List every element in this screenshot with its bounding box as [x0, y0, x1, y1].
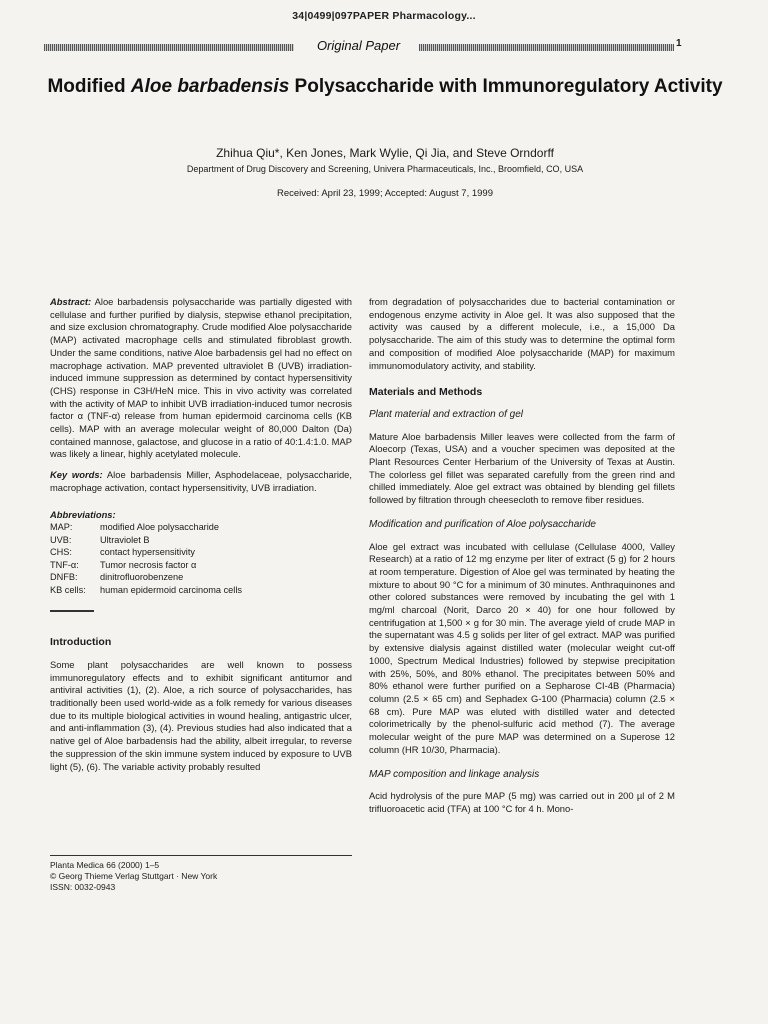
section-label: Original Paper — [316, 38, 401, 53]
abbreviation-key: TNF-α: — [50, 559, 79, 570]
abbreviation-row — [50, 584, 242, 597]
abstract — [50, 296, 352, 461]
keywords-label: Key words: — [50, 469, 103, 481]
journal-footer — [50, 860, 217, 893]
abbreviation-key: DNFB: — [50, 572, 78, 583]
composition-paragraph: Acid hydrolysis of the pure MAP (5 mg) was carried out in 200 µl of 2 M trifluoroacetic acid (TFA) at 100 °C for 4 h. Mono- — [369, 790, 675, 814]
abbreviation-value: human epidermoid carcinoma cells — [100, 584, 242, 595]
abbreviation-row — [50, 521, 242, 534]
methods-heading: Materials and Methods — [369, 386, 483, 399]
introduction-heading: Introduction — [50, 636, 112, 649]
modification-paragraph: Aloe gel extract was incubated with cellulase (Cellulase 4000, Valley Research) at a ratio of 12 mg enzyme per liter of extract (5 g) for 2 hours at room temperature. Digestion of Aloe gel was terminated by heating the mixture to about 90 °C for a minimum of 30 minutes. Anthraquinones and other colored substances were removed by incubating the gel with 1 mg/ml charcoal (Norit, Darco 20 × 40) for one hour followed by centrifugation at 1,500 × g for 30 min. The average yield of crude MAP in the supernatant was 4.5 g solids per liter of gel extract. MAP was purified by extensive dialysis against distilled water (molecular weight cut-off 1000, Spectrum Medical Industries) followed by stepwise precipitation with 25%, 50%, and 80% ethanol. The precipitates between 50% and 80% ethanol were further purified on a Sepharose CI-4B (Pharmacia) column (2.5 × 65 cm) and Sephadex G-100 (Pharmacia) column (2.5 × 68 cm). Pure MAP was eluted with distilled water and detected colorimetrically by the phenol-sulfuric acid method (7). The average molecular weight of the pure MAP was determined on a Superose 12 column (HR 10/30, Pharmacia). — [369, 540, 675, 755]
abbreviation-row — [50, 534, 242, 547]
page-number: 1 — [676, 38, 682, 49]
abstract-text: Aloe barbadensis polysaccharide was partially digested with cellulase and further purified by dialysis, stepwise ethanol precipitation, and size exclusion chromatography. Crude modified Aloe polysaccharide (MAP) activated macrophage cells and stimulated fibroblast growth. Under the same conditions, native Aloe barbadensis gel had no effect on macrophage activation. MAP prevented ultraviolet B (UVB) irradiation-induced immune suppression as determined by contact hypersensitivity (CHS) response in C3H/HeN mice. This in vivo activity was correlated with the activity of MAP to inhibit UVB irradiation-induced tumor necrosis factor α (TNF-α) release from human epidermoid carcinoma cells (KB cells). MAP with an average molecular weight of 80,000 Dalton (Da) contained mannose, galactose, and glucose in a ratio of 40:1.4:1.0. MAP was likely a linear, highly acetylated molecule. — [50, 296, 352, 460]
abbreviation-row — [50, 546, 242, 559]
subheading-composition: MAP composition and linkage analysis — [369, 768, 540, 780]
right-column — [369, 296, 675, 816]
band-pattern-right — [419, 44, 674, 51]
abbreviation-value: contact hypersensitivity — [100, 547, 195, 558]
abstract-label: Abstract: — [50, 296, 92, 307]
abbreviation-value: Ultraviolet B — [100, 534, 150, 545]
abbreviation-value: dinitrofluorobenzene — [100, 572, 184, 583]
title-prefix: Modified — [47, 76, 131, 97]
fax-header: 34|0499|097PAPER Pharmacology... — [292, 10, 476, 22]
abbreviation-key: MAP: — [50, 522, 73, 533]
affiliation: Department of Drug Discovery and Screening, Univera Pharmaceuticals, Inc., Broomfield, CO, USA — [186, 164, 584, 174]
left-column — [50, 296, 352, 773]
keywords — [50, 469, 352, 494]
author-list: Zhihua Qiu*, Ken Jones, Mark Wylie, Qi Jia, and Steve Orndorff — [216, 146, 554, 160]
issn-line: ISSN: 0032-0943 — [50, 882, 116, 892]
plant-material-paragraph: Mature Aloe barbadensis Miller leaves were collected from the farm of Aloecorp (Texas, USA) and a voucher specimen was deposited at the Plant Resources Center Herbarium of the University of Texas at Austin. The colorless gel fillet was separated carefully from the green rind and chilled immediately. Aloe gel extract was obtained by blending gel fillets followed by filtration through cheesecloth to remove fiber residues. — [369, 430, 675, 506]
title-suffix: Polysaccharide with Immunoregulatory Activity — [289, 76, 723, 97]
copyright-line: © Georg Thieme Verlag Stuttgart · New York — [50, 871, 218, 881]
keywords-text: Aloe barbadensis Miller, Asphodelaceae, polysaccharide, macrophage activation, contact hypersensitivity, UVB irradiation. — [50, 469, 352, 493]
section-band — [44, 38, 674, 56]
abbreviation-key: KB cells: — [50, 584, 86, 595]
received-dates: Received: April 23, 1999; Accepted: August 7, 1999 — [276, 188, 493, 199]
title-italic: Aloe barbadensis — [130, 76, 290, 97]
section-divider — [50, 610, 94, 612]
introduction-paragraph: Some plant polysaccharides are well known to possess immunoregulatory effects and to exhibit significant antitumor and antiviral activities (1), (2). Aloe, a rich source of polysaccharides, has traditionally been used world-wide as a folk remedy for various diseases due to its multiple biological activities in wound healing, antigastric ulcer, and anti-inflammation (3), (4). Previous studies had also indicated that a native gel of Aloe barbadensis had the ability, albeit irregular, to reverse the suppression of the skin immune system induced by exposure to UVB light (5), (6). The variable activity probably resulted — [50, 658, 352, 772]
abbreviation-row — [50, 559, 242, 572]
abbreviation-value: Tumor necrosis factor α — [100, 559, 197, 570]
abbreviations-table — [50, 521, 242, 596]
footer-divider — [50, 855, 352, 856]
subheading-modification: Modification and purification of Aloe polysaccharide — [369, 518, 596, 530]
abbreviation-key: CHS: — [50, 547, 72, 558]
band-pattern-left — [44, 44, 294, 51]
abbreviation-row — [50, 571, 242, 584]
paper-title — [40, 75, 730, 99]
abbreviation-key: UVB: — [50, 534, 72, 545]
subheading-plant-material: Plant material and extraction of gel — [369, 408, 523, 420]
introduction-paragraph-continued: from degradation of polysaccharides due to bacterial contamination or endogenous enzyme activity in Aloe gel. It was also supposed that the activity was caused by a different molecule, i.e., a 15,000 Da polysaccharide. The aim of this study was to determine the optimal form and composition of modified Aloe polysaccharide (MAP) for maximum immunomodulatory activity, and stability. — [369, 296, 675, 371]
abbreviation-value: modified Aloe polysaccharide — [100, 522, 219, 533]
abbreviations-title: Abbreviations: — [50, 508, 116, 520]
journal-citation: Planta Medica 66 (2000) 1–5 — [50, 860, 160, 870]
